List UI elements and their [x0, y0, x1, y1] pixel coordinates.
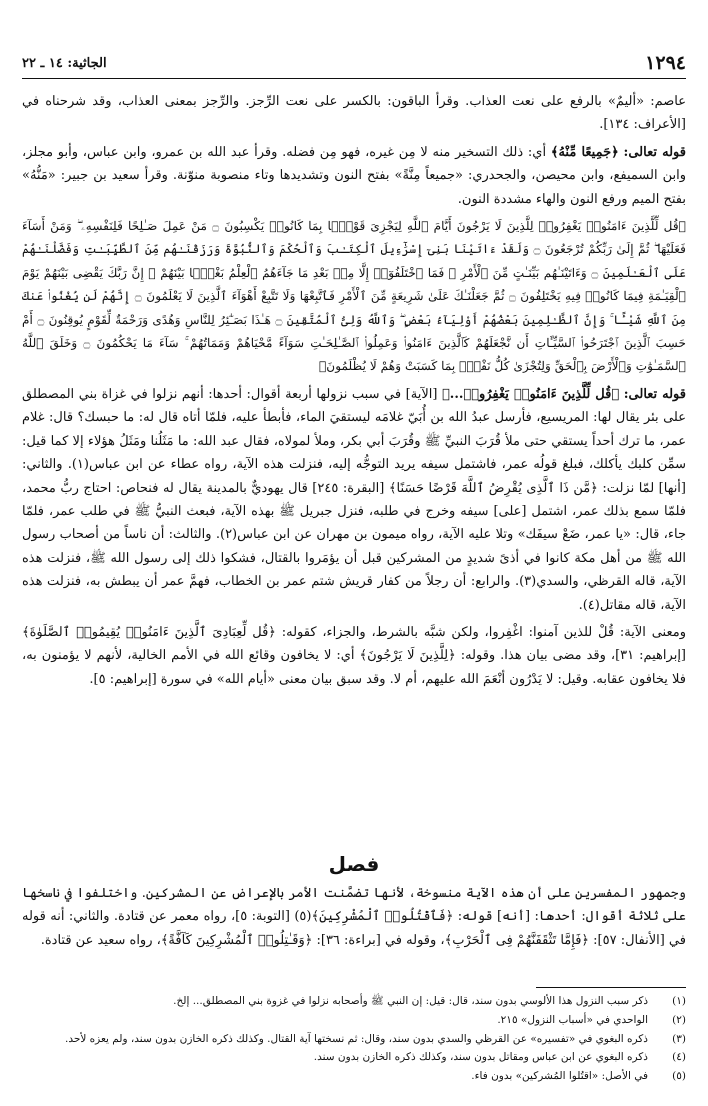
footnote-text: ذكر سبب النزول هذا الألوسي بدون سند، قال: قيل: إن النبي ﷺ وأصحابه نزلوا في غزوة بني المصطلق... إلخ.	[173, 995, 648, 1007]
section-heading: فصل	[328, 852, 380, 876]
section-paragraph: وجمهور المفسرين على أن هذه الآية منسوخة، لأنها تضمَّنت الأمر بالإعراض عن المشركين. واختلفوا في ناسخها على ثلاثة أقوال: أحدها: [أنه] قوله: ﴿فَٱقْتُلُوا۟ ٱلْمُشْرِكِينَ﴾(٥) [التوبة: ٥]، رواه معمر عن قتادة. والثاني: أنه قوله في [الأنفال: ٥٧]: ﴿فَإِمَّا تَثْقَفَنَّهُمْ فِى ٱلْحَرْبِ﴾، وقوله في [براءة: ٣٦]: ﴿وَقَـٰتِلُوا۟ ٱلْمُشْرِكِينَ كَآفَّةً﴾، رواه سعيد عن قتادة.	[22, 886, 686, 948]
paragraph-2-text: أي: ذلك التسخير منه لا مِن غيره، فهو مِن فضله. وقرأ عبد الله بن عمرو، وابن عباس، وأبو مجلز، وابن السميفع، وابن محيصن، والجحدري: «جميعاً مِنَّةً» بفتح النون وتشديدها وتاء منصوبة منوّنة. وقرأ سعيد بن جبير: «مَنُّهُ» بفتح الميم ورفع النون والهاء مشددة النون.	[22, 144, 686, 207]
quran-verses: ﴿قُل لِّلَّذِينَ ءَامَنُوا۟ يَغْفِرُوا۟ لِلَّذِينَ لَا يَرْجُونَ أَيَّامَ ٱللَّهِ لِيَجْزِىَ قَوْمًۢا بِمَا كَانُوا۟ يَكْسِبُونَ ۝ مَنْ عَمِلَ صَـٰلِحًا فَلِنَفْسِهِۦ ۖ وَمَنْ أَسَآءَ فَعَلَيْهَا ۖ ثُمَّ إِلَىٰ رَبِّكُمْ تُرْجَعُونَ ۝ وَلَقَدْ ءَاتَيْنَا بَنِىٓ إِسْرَٰٓءِيلَ ٱلْكِتَـٰبَ وَٱلْحُكْمَ وَٱلنُّبُوَّةَ وَرَزَقْنَـٰهُم مِّنَ ٱلطَّيِّبَـٰتِ وَفَضَّلْنَـٰهُمْ عَلَى ٱلْعَـٰلَمِينَ ۝ وَءَاتَيْنَـٰهُم بَيِّنَـٰتٍ مِّنَ ٱلْأَمْرِ ۖ فَمَا ٱخْتَلَفُوٓا۟ إِلَّا مِنۢ بَعْدِ مَا جَآءَهُمُ ٱلْعِلْمُ بَغْيًۢا بَيْنَهُمْ ۚ إِنَّ رَبَّكَ يَقْضِى بَيْنَهُمْ يَوْمَ ٱلْقِيَـٰمَةِ فِيمَا كَانُوا۟ فِيهِ يَخْتَلِفُونَ ۝ ثُمَّ جَعَلْنَـٰكَ عَلَىٰ شَرِيعَةٍ مِّنَ ٱلْأَمْرِ فَٱتَّبِعْهَا وَلَا تَتَّبِعْ أَهْوَآءَ ٱلَّذِينَ لَا يَعْلَمُونَ ۝ إِنَّهُمْ لَن يُغْنُوا۟ عَنكَ مِنَ ٱللَّهِ شَيْـًٔا ۚ وَإِنَّ ٱلظَّـٰلِمِينَ بَعْضُهُمْ أَوْلِيَآءُ بَعْضٍ ۖ وَٱللَّهُ وَلِىُّ ٱلْمُتَّقِينَ ۝ هَـٰذَا بَصَـٰٓئِرُ لِلنَّاسِ وَهُدًى وَرَحْمَةٌ لِّقَوْمٍ يُوقِنُونَ ۝ أَمْ حَسِبَ ٱلَّذِينَ ٱجْتَرَحُوا۟ ٱلسَّيِّـَٔاتِ أَن نَّجْعَلَهُمْ كَٱلَّذِينَ ءَامَنُوا۟ وَعَمِلُوا۟ ٱلصَّـٰلِحَـٰتِ سَوَآءً مَّحْيَاهُمْ وَمَمَاتُهُمْ ۚ سَآءَ مَا يَحْكُمُونَ ۝ وَخَلَقَ ٱللَّهُ ٱلسَّمَـٰوَٰتِ وَٱلْأَرْضَ بِٱلْحَقِّ وَلِتُجْزَىٰ كُلُّ نَفْسٍۭ بِمَا كَسَبَتْ وَهُمْ لَا يُظْلَمُونَ﴾	[22, 219, 686, 374]
header-rule	[22, 78, 686, 79]
paragraph-3	[22, 383, 686, 617]
footnote-rule	[536, 987, 686, 988]
footnote	[22, 1067, 686, 1086]
paragraph-2-lead: قوله تعالى:	[623, 144, 686, 160]
running-title: الجاثية: ١٤ ـ ٢٢	[22, 56, 107, 71]
page-header	[22, 52, 686, 74]
paragraph-3-text: [الآية] في سبب نزولها أربعة أقوال: أحدها: أنهم نزلوا في غزاة بني المصطلق على بئر يقال لها: المريسيع، فأرسل عبدُ الله بن أُبَيّ غلامَه ليستقيَ الماء، فأبطأ عليه، فلمّا أتاه قال له: ما حبسك؟ قال: غلام عمر، ما ترك أحداً يستقي حتى ملأ قُرَبَ النبيِّ ﷺ وقُرَبَ أبي بكر، وملأ لمولاه، فقال عبد الله: ما مَثَلُنا ومَثَلُ هؤلاء إلا كما قيل: سمِّن كلبك يأكلك، فبلغ قولُه عمر، فاشتمل سيفه يريد التوجُّه إليه، فنزلت هذه الآية، رواه عطاء عن ابن عباس(١). والثاني: [أنها] لمّا نزلت: ﴿مَّن ذَا ٱلَّذِى يُقْرِضُ ٱللَّهَ قَرْضًا حَسَنًا﴾ [البقرة: ٢٤٥] قال يهوديٌّ بالمدينة يقال له فنحاص: احتاج ربُّ محمد، فلمّا سمع بذلك عمر، اشتمل [على] سيفه وخرج في طلبه، فنزل جبريل ﷺ بهذه الآية، فبعث النبيُّ ﷺ في طلب عمر، فلمّا جاء، قال: «يا عمر، ضَعْ سيفَك» وتلا عليه الآية، رواه ميمون بن مهران عن ابن عباس(٢). والثالث: أن ناساً من أصحاب رسول الله ﷺ من أهل مكة كانوا في أذىً شديدٍ من المشركين قبل أن يؤمَروا بالقتال، فشكوا ذلك إلى رسول الله ﷺ، فنزلت هذه الآية، قاله القرظي، والسدي(٣). والرابع: أن رجلاً من كفار قريش شتم عمر بن الخطاب، فهمَّ عمر أن يبطش به، فنزلت هذه الآية، قاله مقاتل(٤).	[22, 386, 687, 613]
page-number: ١٢٩٤	[645, 52, 686, 74]
footnote-number: (٥)	[672, 1070, 686, 1083]
footnote-number: (٣)	[672, 1032, 686, 1045]
footnote-text: في الأصل: «اقتُلوا المُشركين» بدون فاء.	[471, 1070, 648, 1083]
main-text	[22, 90, 686, 695]
paragraph-2	[22, 141, 686, 211]
footnote-number: (١)	[672, 995, 686, 1007]
footnote	[22, 1048, 686, 1067]
footnote	[22, 1011, 686, 1030]
footnote-text: ذكره البغوي في «تفسيره» عن القرظي والسدي بدون سند، وقال: ثم نسختها آية القتال. وكذلك ذكره الخازن بدون سند، ولم يعزه لأحد.	[65, 1032, 648, 1045]
footnotes	[22, 992, 686, 1086]
footnote-text: ذكره البغوي عن ابن عباس ومقاتل بدون سند، وكذلك ذكره الخازن بدون سند.	[313, 1051, 648, 1064]
paragraph-3-quote: ﴿قُل لِّلَّذِينَ ءَامَنُوا۟ يَغْفِرُوا۟...﴾	[442, 386, 620, 402]
paragraph-4: ومعنى الآية: قُلْ للذين آمنوا: اغْفِروا، ولكن شبَّه بالشرط، والجزاء، كقوله: ﴿قُل لِّعِبَادِىَ ٱلَّذِينَ ءَامَنُوا۟ يُقِيمُوا۟ ٱلصَّلَوٰةَ﴾ [إبراهيم: ٣١]، وقد مضى بيان هذا. وقوله: ﴿لِلَّذِينَ لَا يَرْجُونَ﴾ أي: لا يخافون وقائع الله في الأمم الخالية، لأنهم لا يؤمنون به، فلا يخافون عقابه. وقيل: لا يَدْرُون أنْعَمَ الله عليهم، أم لا. وقد سبق بيان معنى «أيام الله» في سورة [إبراهيم: ٥].	[22, 624, 687, 687]
footnote	[22, 992, 686, 1011]
footnote-text: الواحدي في «أسباب النزول» ٢١٥.	[497, 1013, 648, 1026]
paragraph-2-quote: ﴿جَمِيعًا مِّنْهُ﴾	[550, 144, 619, 160]
paragraph-3-lead: قوله تعالى:	[623, 386, 686, 402]
paragraph-1: عاصم: «أليمٌ» بالرفع على نعت العذاب. وقرأ الباقون: بالكسر على نعت الرِّجز. والرِّجز بمعنى العذاب، وقد شرحناه في [الأعراف: ١٣٤].	[22, 94, 686, 133]
section-body	[22, 882, 686, 956]
footnote	[22, 1030, 686, 1049]
footnote-number: (٤)	[672, 1051, 686, 1064]
footnote-number: (٢)	[672, 1013, 686, 1026]
